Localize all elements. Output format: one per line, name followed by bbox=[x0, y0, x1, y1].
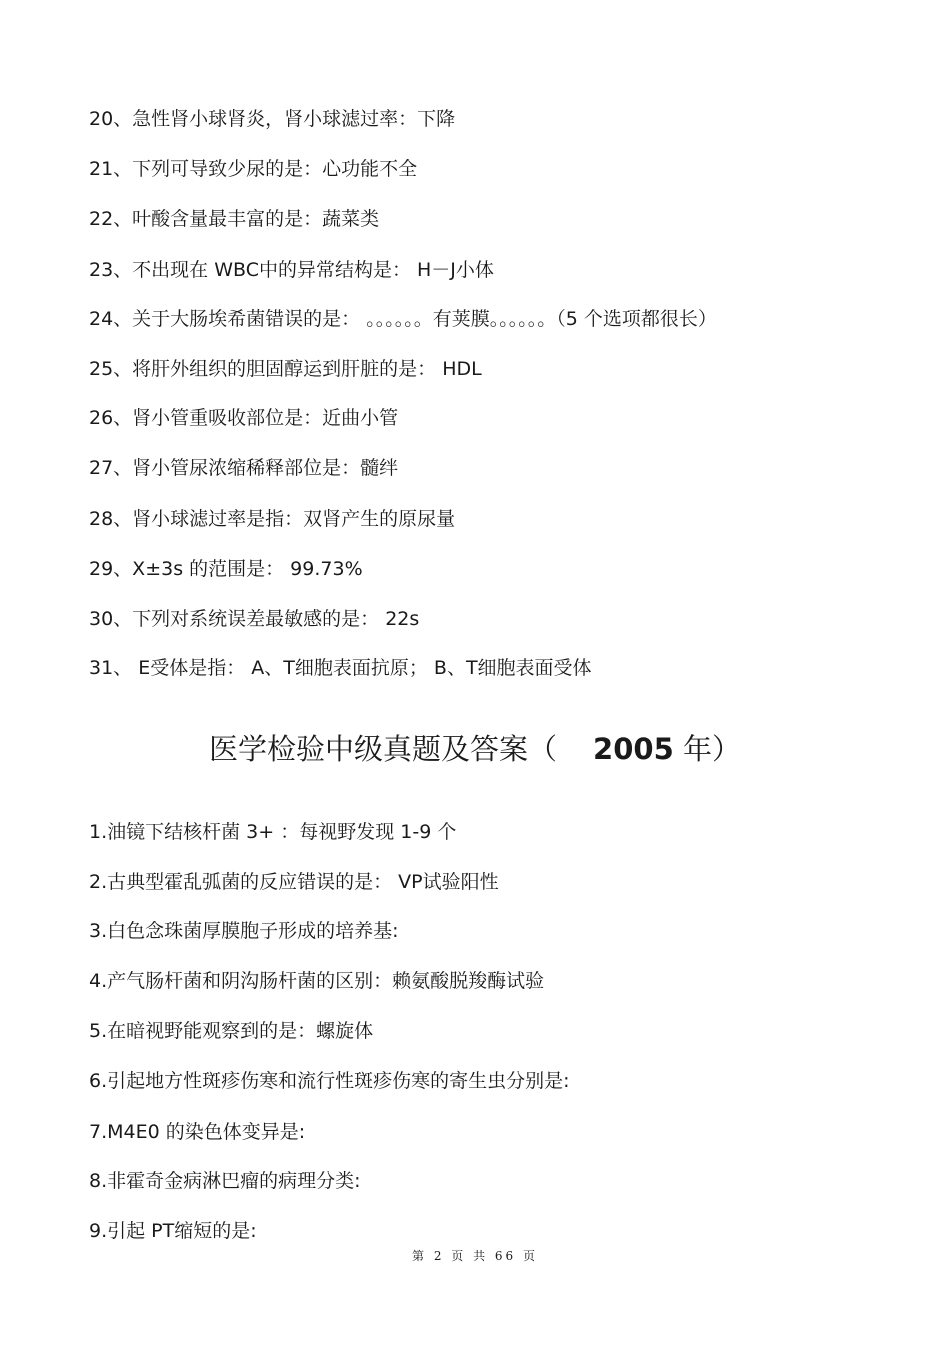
question-20: 20、急性肾小球肾炎，肾小球滤过率：下降 bbox=[89, 108, 456, 130]
question-25: 25、将肝外组织的胆固醇运到肝脏的是： HDL bbox=[89, 358, 482, 380]
page-number-footer: 第 2 页 共 66 页 bbox=[412, 1249, 538, 1263]
question-30: 30、下列对系统误差最敏感的是： 22s bbox=[89, 608, 420, 630]
heading-year: 2005 bbox=[593, 732, 674, 766]
question-22: 22、叶酸含量最丰富的是：蔬菜类 bbox=[89, 208, 380, 230]
question-26: 26、肾小管重吸收部位是：近曲小管 bbox=[89, 407, 399, 429]
heading-suffix: 年） bbox=[682, 732, 741, 766]
heading-text: 医学检验中级真题及答案（ bbox=[209, 732, 558, 766]
question-29: 29、X±3s 的范围是： 99.73% bbox=[89, 558, 363, 580]
section-heading bbox=[0, 728, 950, 770]
question-6: 6.引起地方性斑疹伤寒和流行性斑疹伤寒的寄生虫分别是: bbox=[89, 1070, 570, 1092]
question-7: 7.M4E0 的染色体变异是: bbox=[89, 1121, 306, 1143]
question-21: 21、下列可导致少尿的是：心功能不全 bbox=[89, 158, 418, 180]
question-8: 8.非霍奇金病淋巴瘤的病理分类: bbox=[89, 1170, 361, 1192]
question-1: 1.油镜下结核杆菌 3+ ：每视野发现 1-9 个 bbox=[89, 821, 457, 843]
question-24: 24、关于大肠埃希菌错误的是： 。。。。。。有荚膜。。。。。。（5 个选项都很长） bbox=[89, 308, 717, 330]
question-3: 3.白色念珠菌厚膜胞子形成的培养基: bbox=[89, 920, 399, 942]
question-23: 23、不出现在 WBC中的异常结构是： H－J小体 bbox=[89, 259, 494, 281]
question-4: 4.产气肠杆菌和阴沟肠杆菌的区别：赖氨酸脱羧酶试验 bbox=[89, 970, 545, 992]
question-31: 31、 E受体是指： A、T细胞表面抗原； B、T细胞表面受体 bbox=[89, 657, 592, 679]
question-28: 28、肾小球滤过率是指：双肾产生的原尿量 bbox=[89, 508, 456, 530]
question-5: 5.在暗视野能观察到的是：螺旋体 bbox=[89, 1020, 374, 1042]
question-27: 27、肾小管尿浓缩稀释部位是：髓绊 bbox=[89, 457, 399, 479]
question-9: 9.引起 PT缩短的是: bbox=[89, 1220, 257, 1242]
question-2: 2.古典型霍乱弧菌的反应错误的是： VP试验阳性 bbox=[89, 871, 499, 893]
